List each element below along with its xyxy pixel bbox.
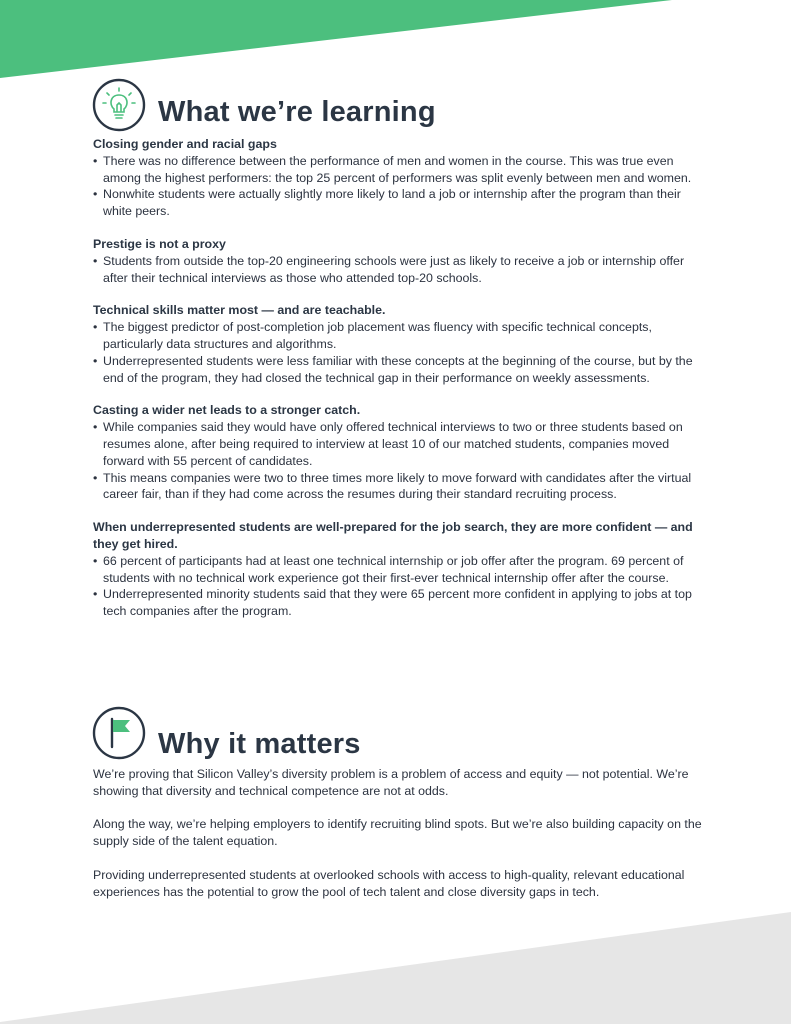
flag-icon [92,706,146,760]
bullet-list [93,153,703,220]
bullet-item: • 66 percent of participants had at least one technical internship or job offer after the program. 69 percent of students with no technical work experience got their first-ever technical internship offer after the course. [93,553,703,587]
bullet-list [93,319,703,386]
section-heading: Prestige is not a proxy [93,236,226,251]
lightbulb-icon [92,78,146,132]
bullet-item: • Underrepresented minority students said that they were 65 percent more confident in applying to jobs at top tech companies after the program. [93,586,703,620]
body-paragraph: Providing underrepresented students at overlooked schools with access to high-quality, relevant educational experiences has the potential to grow the pool of tech talent and close diversity gaps in tech. [93,867,685,899]
learning-section [93,236,703,286]
learning-header [92,78,692,138]
top-green-band [0,0,791,80]
bullet-item: • There was no difference between the performance of men and women in the course. This was true even among the highest performers: the top 25 percent of performers was split evenly between men and women. [93,153,703,187]
bullet-list [93,419,703,503]
learning-content [93,136,703,636]
section-heading: When underrepresented students are well-prepared for the job search, they are more confident — and they get hired. [93,520,693,551]
learning-section [93,302,703,386]
bullet-item: • The biggest predictor of post-completion job placement was fluency with specific technical concepts, particularly data structures and algorithms. [93,319,703,353]
bullet-item: • This means companies were two to three times more likely to move forward with candidates after the virtual career fair, than if they had come across the resumes during their standard recruiting process. [93,470,703,504]
body-paragraph: Along the way, we’re helping employers to identify recruiting blind spots. But we’re also building capacity on the supply side of the talent equation. [93,817,702,849]
section-heading: Closing gender and racial gaps [93,137,277,151]
bullet-list [93,553,703,620]
matters-content [93,766,703,917]
bullet-list [93,253,703,287]
bullet-item: • While companies said they would have only offered technical interviews to two or three students based on resumes alone, after being required to interview at least 10 of our matched students, companies moved forward with 55 percent of candidates. [93,419,703,469]
section-heading: Technical skills matter most — and are teachable. [93,303,386,318]
bullet-item: • Underrepresented students were less familiar with these concepts at the beginning of the course, but by the end of the program, they had closed the technical gap in their performance on weekly assessments. [93,353,703,387]
section-heading: Casting a wider net leads to a stronger catch. [93,403,361,418]
bullet-item: • Nonwhite students were actually slightly more likely to land a job or internship after the program than their white peers. [93,186,703,220]
body-paragraph: We’re proving that Silicon Valley’s diversity problem is a problem of access and equity — not potential. We’re showing that diversity and technical competence are not at odds. [93,767,689,798]
learning-section [93,519,703,620]
bullet-item: • Students from outside the top-20 engineering schools were just as likely to receive a job or internship offer after their technical interviews as those who attended top-20 schools. [93,253,703,287]
learning-section [93,136,703,220]
matters-title: Why it matters [158,728,361,760]
matters-header [92,706,692,766]
learning-section [93,402,703,503]
learning-title: What we’re learning [158,96,436,128]
bottom-gray-band [0,904,791,1024]
